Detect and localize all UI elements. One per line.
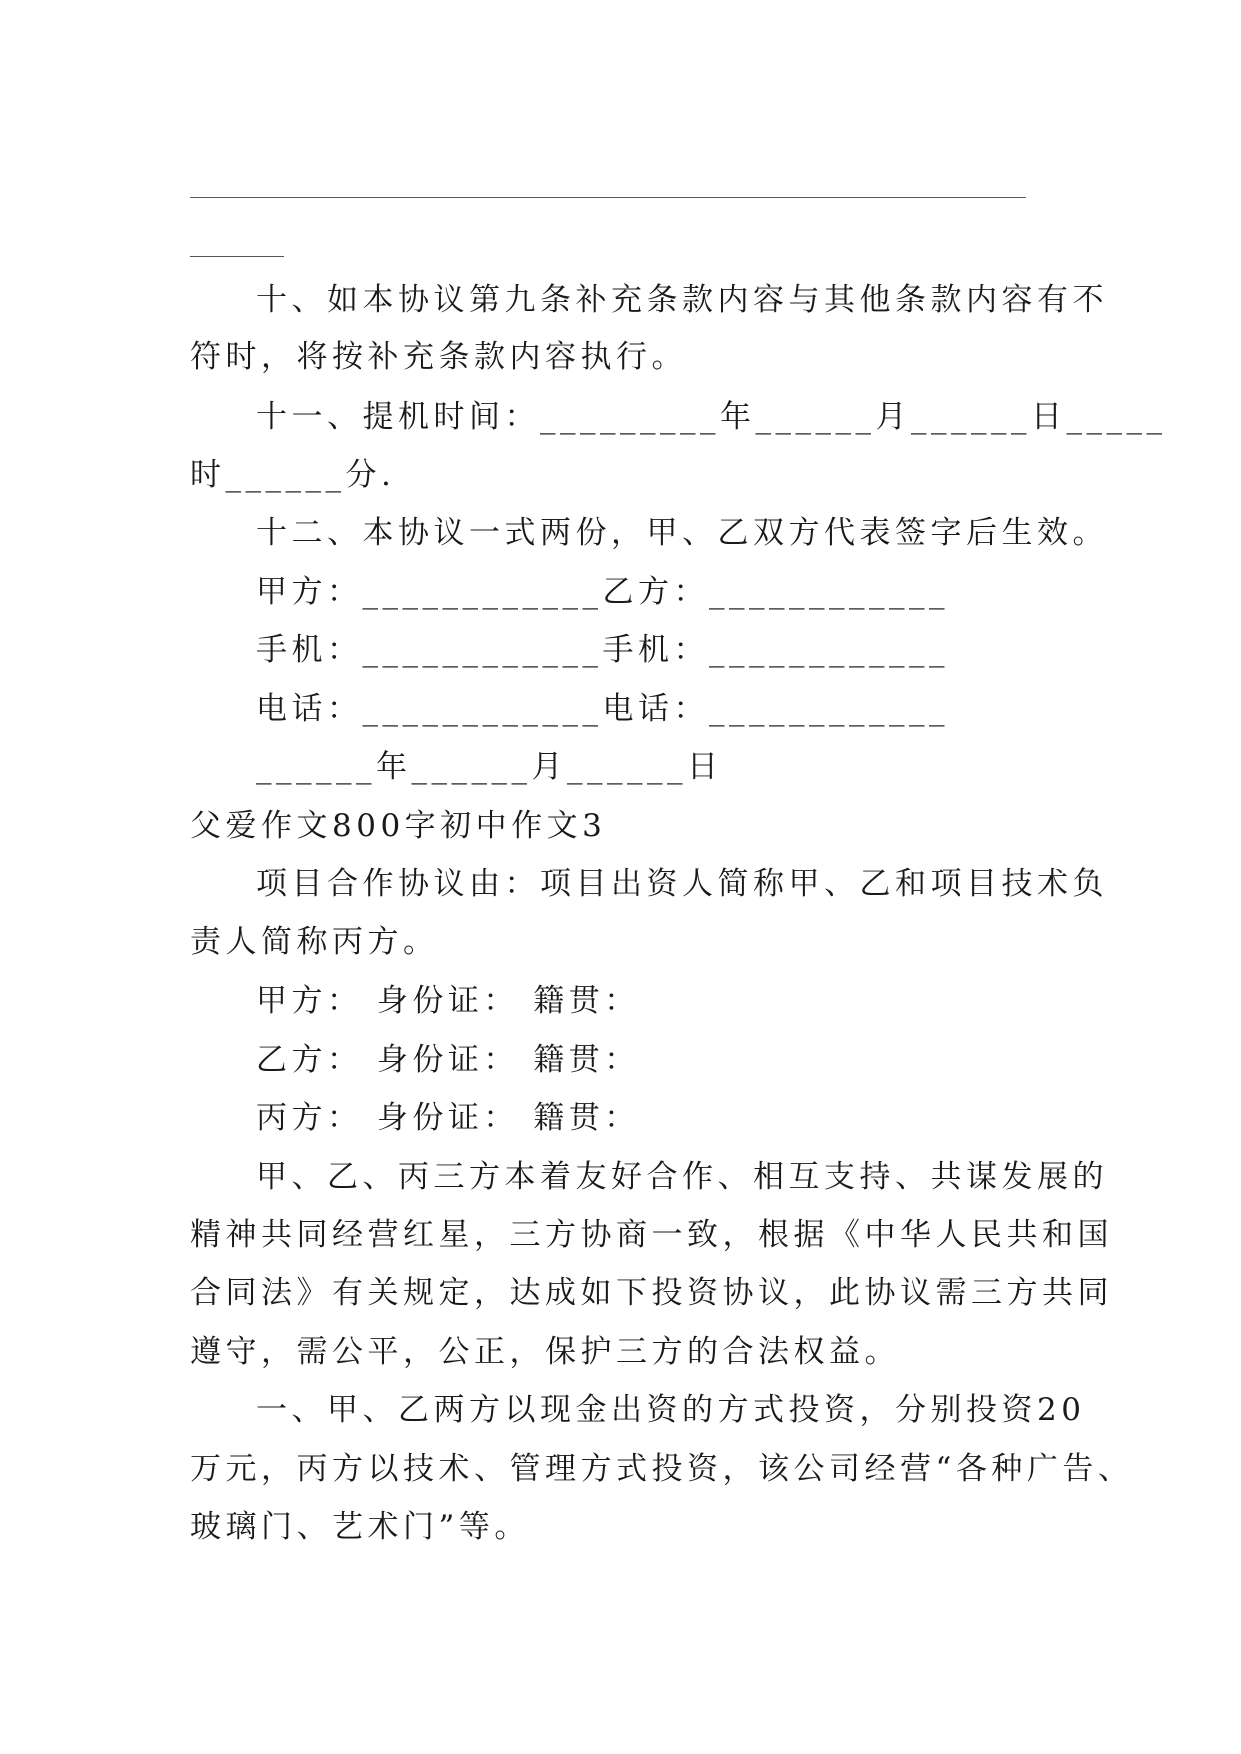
clause-11-line-1: 十一、提机时间：_________年______月______日_____ <box>256 399 1167 435</box>
clause-11-line-2: 时______分. <box>190 457 396 493</box>
party-a-info: 甲方： 身份证： 籍贯： <box>256 983 640 1019</box>
blank-fill-line-short <box>190 256 284 257</box>
clause-1-line-3: 玻璃门、艺术门”等。 <box>190 1509 530 1545</box>
section-title: 父爱作文800字初中作文3 <box>190 808 607 844</box>
purpose-line-4: 遵守，需公平，公正，保护三方的合法权益。 <box>190 1334 900 1370</box>
intro-line-2: 责人简称丙方。 <box>190 924 439 960</box>
clause-1-line-1: 一、甲、乙两方以现金出资的方式投资，分别投资20 <box>256 1392 1086 1428</box>
signature-party-line: 甲方：____________乙方：____________ <box>256 574 949 610</box>
clause-1-line-2: 万元，丙方以技术、管理方式投资，该公司经营“各种广告、 <box>190 1451 1134 1487</box>
intro-line-1: 项目合作协议由：项目出资人简称甲、乙和项目技术负 <box>256 866 1108 902</box>
blank-fill-line <box>190 197 1026 198</box>
purpose-line-1: 甲、乙、丙三方本着友好合作、相互支持、共谋发展的 <box>256 1159 1108 1195</box>
signature-mobile-line: 手机：____________手机：____________ <box>256 632 949 668</box>
purpose-line-2: 精神共同经营红星，三方协商一致，根据《中华人民共和国 <box>190 1217 1113 1253</box>
signature-phone-line: 电话：____________电话：____________ <box>256 691 949 727</box>
purpose-line-3: 合同法》有关规定，达成如下投资协议，此协议需三方共同 <box>190 1275 1113 1311</box>
clause-10-line-1: 十、如本协议第九条补充条款内容与其他条款内容有不 <box>256 282 1108 318</box>
party-c-info: 丙方： 身份证： 籍贯： <box>256 1100 640 1136</box>
clause-10-line-2: 符时，将按补充条款内容执行。 <box>190 339 687 375</box>
party-b-info: 乙方： 身份证： 籍贯： <box>256 1042 640 1078</box>
clause-12: 十二、本协议一式两份，甲、乙双方代表签字后生效。 <box>256 515 1108 551</box>
signature-date-line: ______年______月______日 <box>256 749 723 785</box>
